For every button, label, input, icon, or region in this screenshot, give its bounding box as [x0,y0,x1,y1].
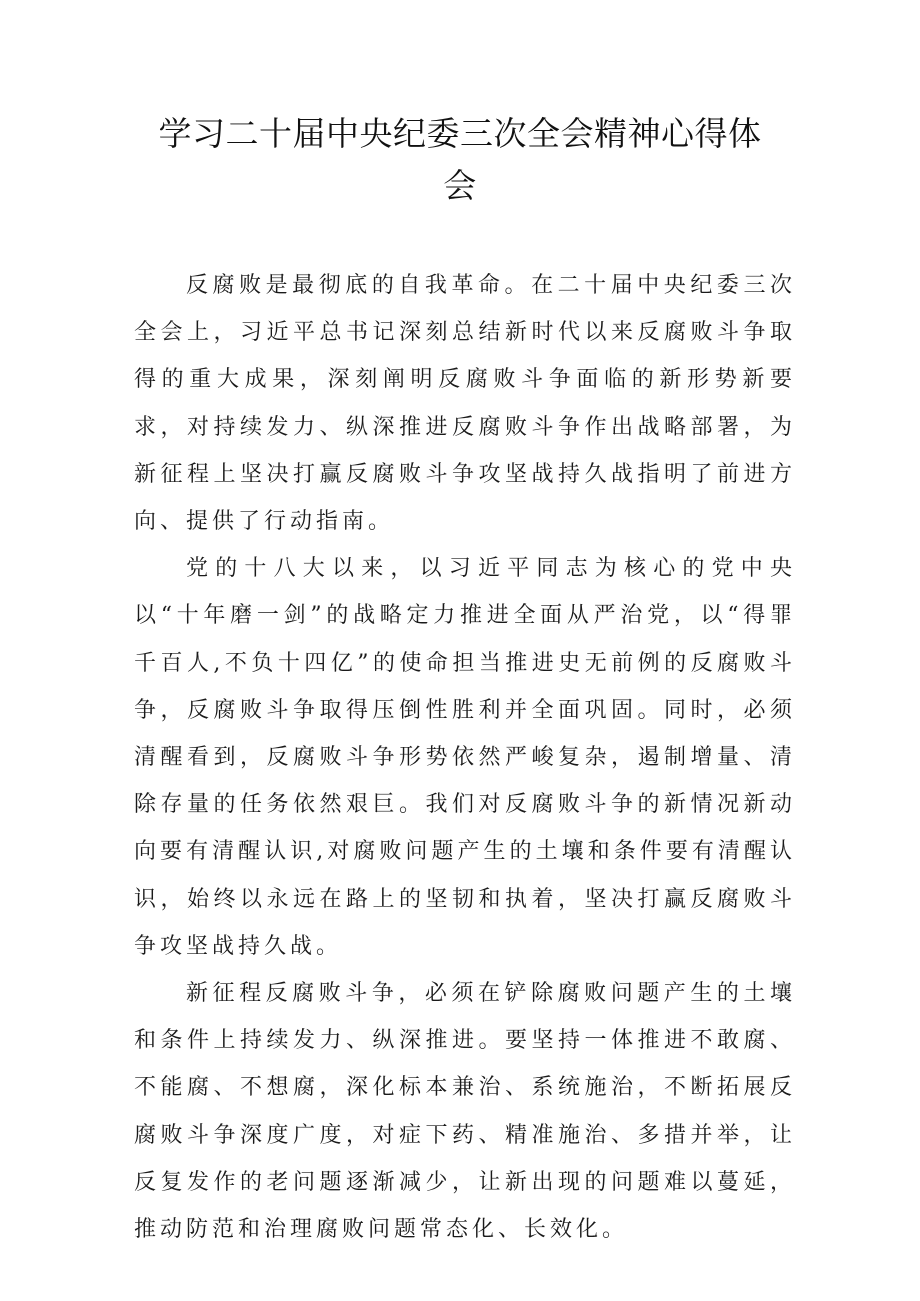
paragraph-1: 反腐败是最彻底的自我革命。在二十届中央纪委三次全会上，习近平总书记深刻总结新时代以来反腐败斗争取得的重大成果，深刻阐明反腐败斗争面临的新形势新要求，对持续发力、纵深推进反腐败斗争作出战略部署，为新征程上坚决打赢反腐败斗争攻坚战持久战指明了前进方向、提供了行动指南。 [134,273,796,535]
paragraph-2: 党的十八大以来，以习近平同志为核心的党中央以“十年磨一剑”的战略定力推进全面从严治党，以“得罪千百人,不负十四亿”的使命担当推进史无前例的反腐败斗争，反腐败斗争取得压倒性胜利并全面巩固。同时，必须清醒看到，反腐败斗争形势依然严峻复杂，遏制增量、清除存量的任务依然艰巨。我们对反腐败斗争的新情况新动向要有清醒认识,对腐败问题产生的土壤和条件要有清醒认识，始终以永远在路上的坚韧和执着，坚决打赢反腐败斗争攻坚战持久战。 [134,556,796,959]
document-title: 学习二十届中央纪委三次全会精神心得体会 [158,114,762,205]
paragraph-3: 新征程反腐败斗争，必须在铲除腐败问题产生的土壤和条件上持续发力、纵深推进。要坚持一体推进不敢腐、不能腐、不想腐，深化标本兼治、系统施治，不断拓展反腐败斗争深度广度，对症下药、精准施治、多措并举，让反复发作的老问题逐渐减少，让新出现的问题难以蔓延，推动防范和治理腐败问题常态化、长效化。 [134,981,796,1243]
document-body [134,262,796,1253]
